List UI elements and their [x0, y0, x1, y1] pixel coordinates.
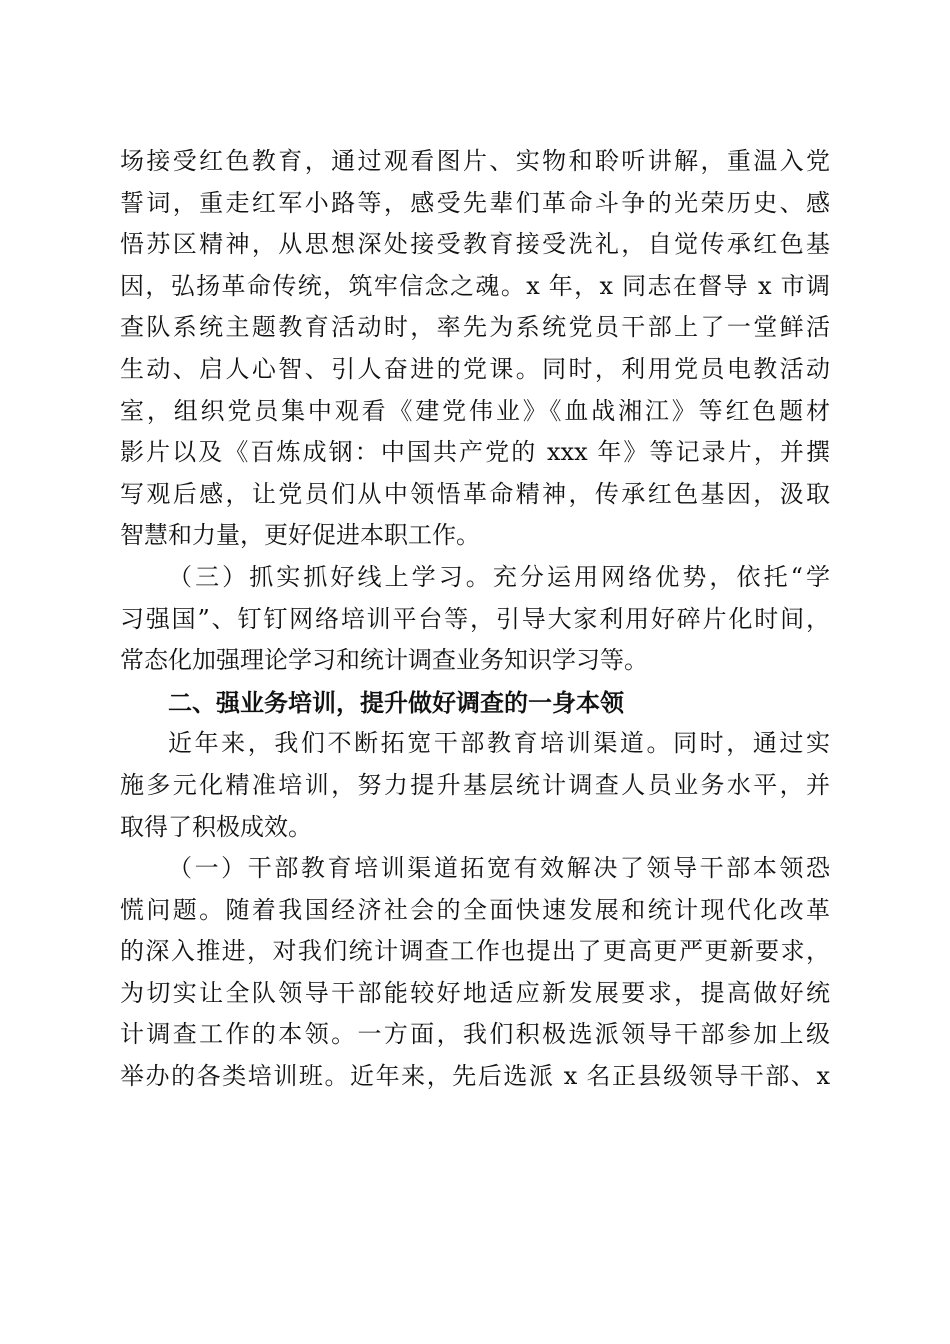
paragraph-line: 誓词，重走红军小路等，感受先辈们革命斗争的光荣历史、感	[120, 188, 830, 217]
subsection-line: （一）干部教育培训渠道拓宽有效解决了领导干部本领恐	[168, 854, 830, 883]
paragraph-line: 举办的各类培训班。近年来，先后选派 x 名正县级领导干部、x	[120, 1062, 830, 1091]
paragraph-line: 为切实让全队领导干部能较好地适应新发展要求，提高做好统	[120, 978, 830, 1007]
paragraph-line: 因，弘扬革命传统，筑牢信念之魂。x 年，x 同志在督导 x 市调	[120, 271, 830, 300]
paragraph-line: 施多元化精准培训，努力提升基层统计调查人员业务水平，并	[120, 770, 830, 799]
paragraph-line: 常态化加强理论学习和统计调查业务知识学习等。	[120, 646, 648, 675]
paragraph-line: 室，组织党员集中观看《建党伟业》《血战湘江》等红色题材	[120, 396, 830, 425]
subsection-line: （三）抓实抓好线上学习。充分运用网络优势，依托“学	[168, 562, 830, 591]
paragraph-line: 近年来，我们不断拓宽干部教育培训渠道。同时，通过实	[168, 729, 830, 758]
paragraph-line: 影片以及《百炼成钢：中国共产党的 xxx 年》等记录片，并撰	[120, 438, 830, 467]
paragraph-line: 悟苏区精神，从思想深处接受教育接受洗礼，自觉传承红色基	[120, 230, 830, 259]
paragraph-line: 写观后感，让党员们从中领悟革命精神，传承红色基因，汲取	[120, 479, 830, 508]
section-heading: 二、强业务培训，提升做好调查的一身本领	[168, 687, 624, 717]
document-body	[120, 141, 830, 1098]
paragraph-line: 生动、启人心智、引人奋进的党课。同时，利用党员电教活动	[120, 354, 830, 383]
paragraph-line: 取得了积极成效。	[120, 812, 312, 841]
paragraph-line: 习强国”、钉钉网络培训平台等，引导大家利用好碎片化时间，	[120, 604, 830, 633]
paragraph-line: 计调查工作的本领。一方面，我们积极选派领导干部参加上级	[120, 1020, 830, 1049]
paragraph-line: 智慧和力量，更好促进本职工作。	[120, 521, 480, 550]
paragraph-line: 查队系统主题教育活动时，率先为系统党员干部上了一堂鲜活	[120, 313, 830, 342]
paragraph-line: 场接受红色教育，通过观看图片、实物和聆听讲解，重温入党	[120, 147, 830, 175]
paragraph-line: 慌问题。随着我国经济社会的全面快速发展和统计现代化改革	[120, 895, 830, 924]
paragraph-line: 的深入推进，对我们统计调查工作也提出了更高更严更新要求，	[120, 937, 830, 966]
